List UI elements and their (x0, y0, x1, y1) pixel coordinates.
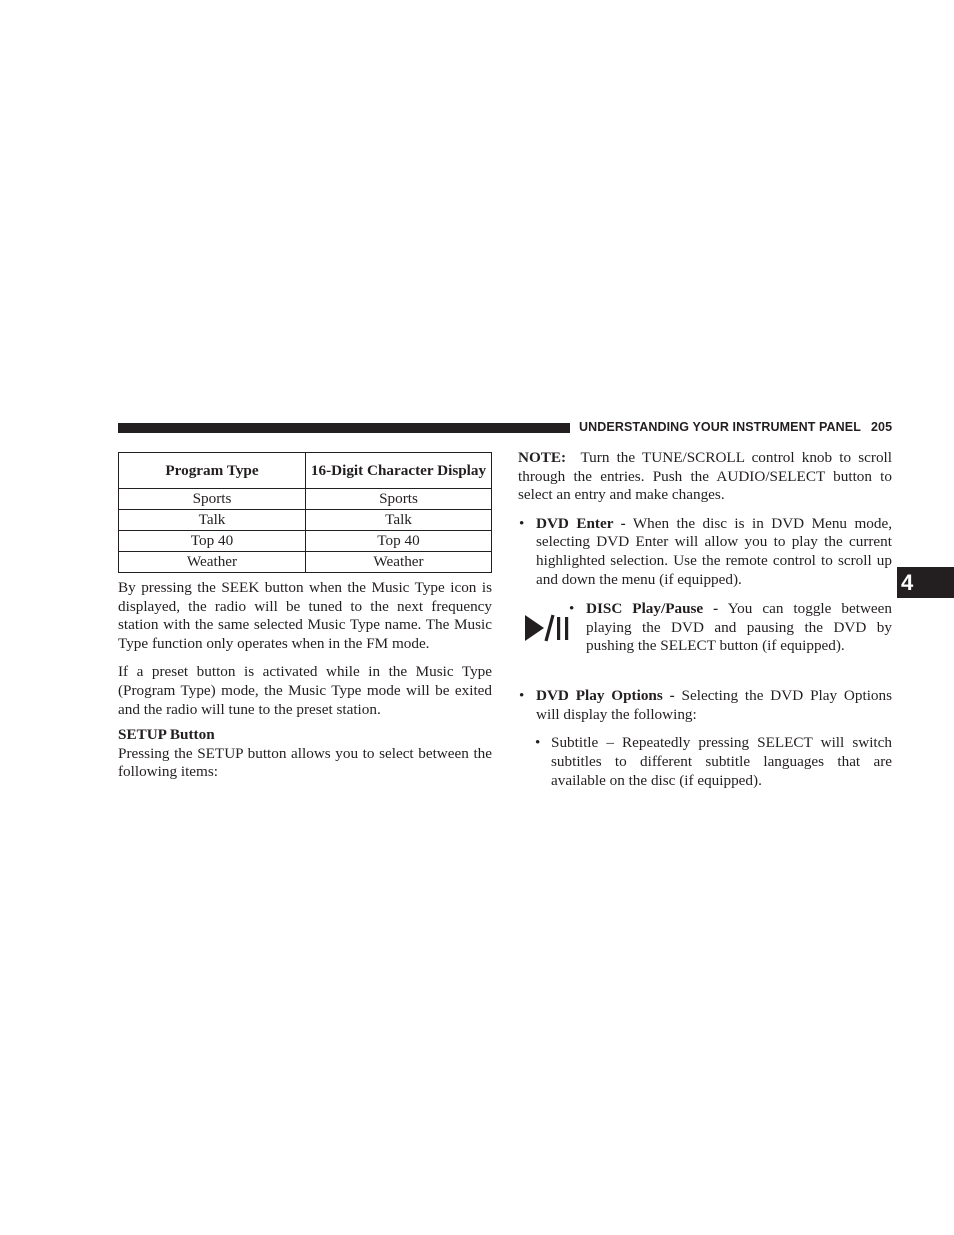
preset-paragraph: If a preset button is activated while in the Music Type (Program Type) mode, the Music Type mode will be exited and the radio will tune to the preset station. (118, 663, 492, 718)
program-type-table (118, 452, 492, 573)
setup-paragraph: Pressing the SETUP button allows you to select between the following items: (118, 744, 492, 781)
table-cell: Weather (306, 552, 492, 573)
chapter-tab: 4 (897, 567, 954, 598)
table-header-program-type: Program Type (119, 453, 306, 489)
dvd-enter-item (518, 515, 892, 589)
running-header (579, 420, 891, 434)
right-column (518, 449, 892, 790)
table-row (119, 489, 492, 510)
play-pause-icon (525, 613, 571, 643)
disc-play-pause-paragraph (569, 600, 892, 656)
table-cell: Sports (119, 489, 306, 510)
disc-play-label: DISC Play/Pause - (586, 600, 719, 618)
disc-play-pause-text-block (569, 600, 892, 656)
note-label: NOTE: (518, 449, 567, 466)
note-text: Turn the TUNE/SCROLL control knob to scroll through the entries. Push the AUDIO/SELECT button to select an entry and make changes. (518, 449, 893, 504)
table-header-display: 16-Digit Character Display (306, 453, 492, 489)
table-cell: Weather (119, 552, 306, 573)
table-header-row (119, 453, 492, 489)
table-cell: Talk (119, 510, 306, 531)
disc-play-text: You can toggle between playing the DVD and pausing the DVD by pushing the SELECT button (if equipped). (586, 600, 892, 655)
subtitle-item (518, 734, 892, 790)
subtitle-text: Subtitle – Repeatedly pressing SELECT will switch subtitles to different subtitle languages that are available on the disc (if equipped). (551, 734, 892, 789)
dvd-play-options-item (518, 687, 892, 724)
table-cell: Top 40 (119, 531, 306, 552)
table-cell: Top 40 (306, 531, 492, 552)
header-rule (118, 423, 570, 433)
dvd-enter-label: DVD Enter - (536, 514, 626, 532)
page-number: 205 (870, 420, 893, 434)
dvd-options-text: Selecting the DVD Play Options will display the following: (536, 687, 893, 723)
seek-paragraph: By pressing the SEEK button when the Music Type icon is displayed, the radio will be tuned to the next frequency station with the same selected Music Type name. The Music Type function only operates when in the FM mode. (118, 579, 492, 652)
bullet-icon: • (519, 687, 525, 705)
table-row (119, 552, 492, 573)
bullet-icon: • (519, 514, 525, 532)
table-cell: Talk (306, 510, 492, 531)
dvd-options-label: DVD Play Options - (536, 687, 675, 705)
bullet-icon: • (569, 600, 575, 618)
section-title: UNDERSTANDING YOUR INSTRUMENT PANEL (579, 420, 861, 434)
table-cell: Sports (306, 489, 492, 510)
bullet-icon: • (535, 734, 541, 752)
dvd-enter-text: When the disc is in DVD Menu mode, selecting DVD Enter will allow you to play the current highlighted selection. Use the remote control to scroll up and down the menu (if equipped). (536, 514, 892, 588)
table-row (119, 510, 492, 531)
note-paragraph (518, 449, 892, 505)
setup-heading: SETUP Button (118, 726, 215, 744)
disc-play-pause-item (518, 600, 892, 674)
left-column (118, 452, 492, 782)
table-row (119, 531, 492, 552)
